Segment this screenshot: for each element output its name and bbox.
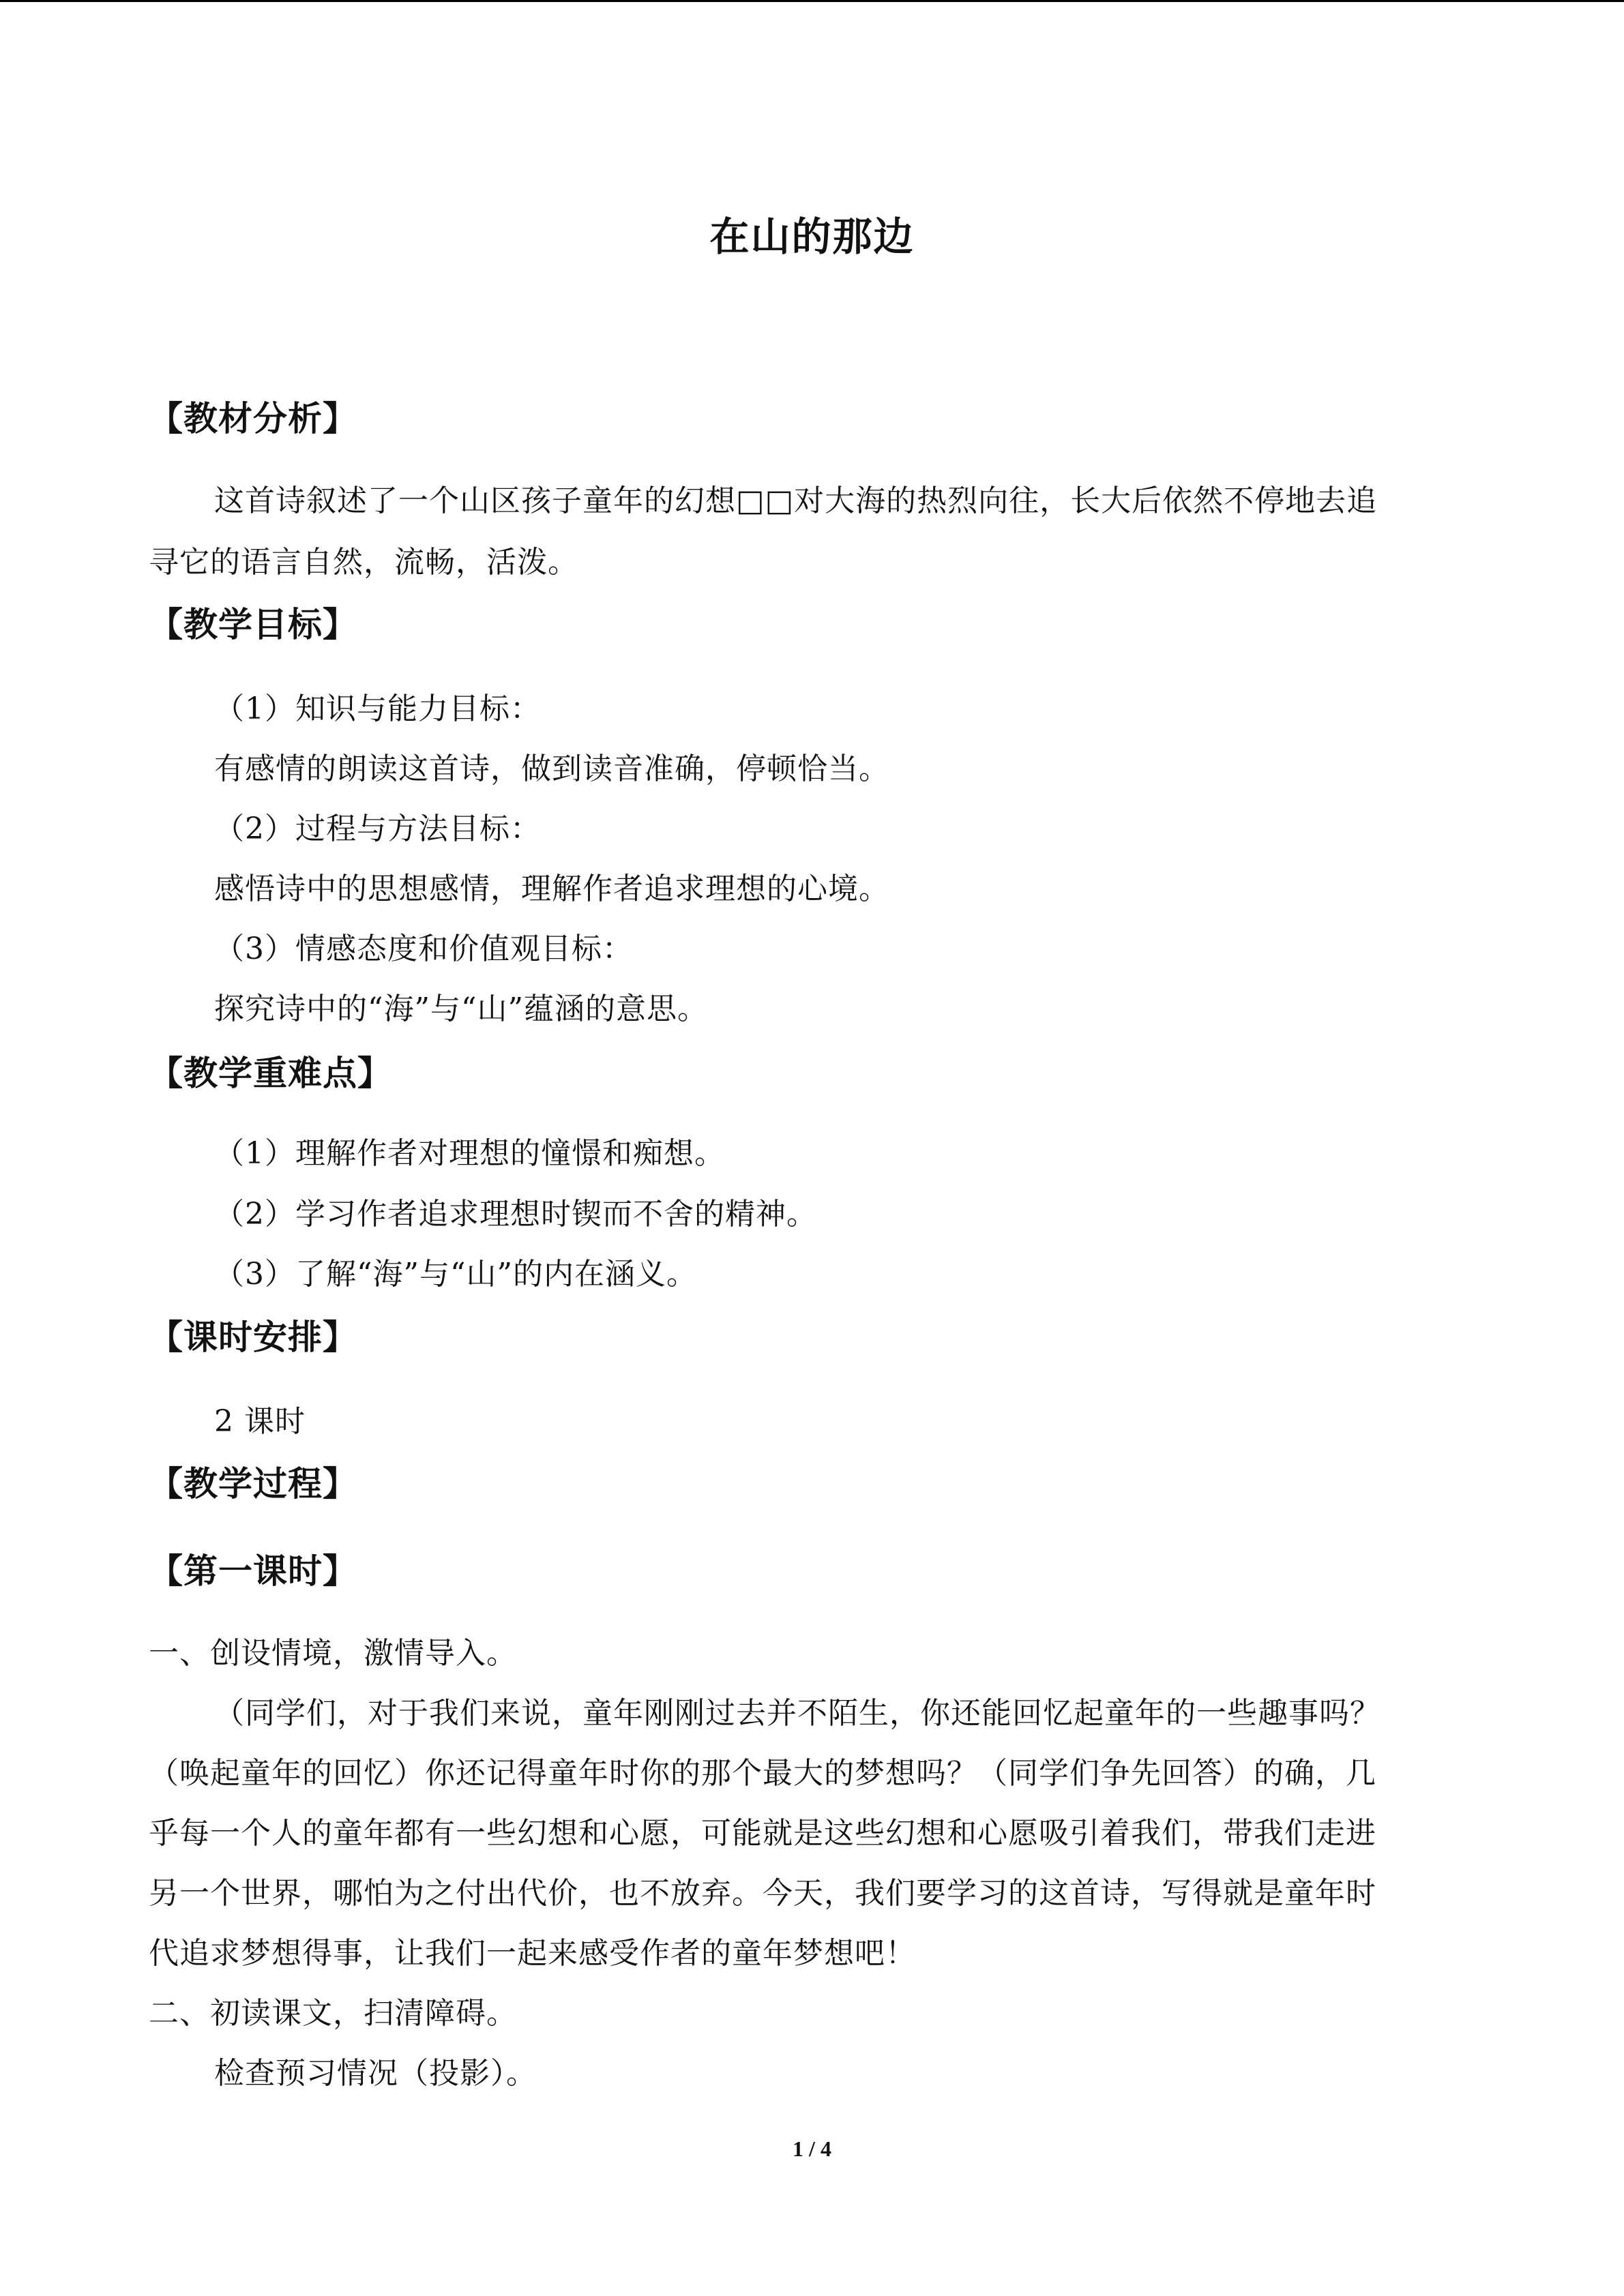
document-title: 在山的那边 xyxy=(709,213,915,260)
goal-item-label: （1）知识与能力目标： xyxy=(214,691,541,726)
paragraph-line: 检查预习情况（投影）。 xyxy=(214,2056,537,2091)
keypoint-item: （1）理解作者对理想的憧憬和痴想。 xyxy=(214,1136,725,1171)
heading-first-lesson: 【第一课时】 xyxy=(149,1551,357,1591)
page-number: 1 / 4 xyxy=(793,2136,831,2161)
heading-class-schedule: 【课时安排】 xyxy=(149,1317,357,1357)
paragraph-line: （同学们，对于我们来说，童年刚刚过去并不陌生，你还能回忆起童年的一些趣事吗？ xyxy=(214,1696,1381,1731)
heading-teaching-goals: 【教学目标】 xyxy=(149,604,357,644)
heading-teaching-process: 【教学过程】 xyxy=(149,1463,357,1504)
step-heading: 一、创设情境，激情导入。 xyxy=(149,1636,517,1671)
goal-item-text: 探究诗中的“海”与“山”蕴涵的意思。 xyxy=(214,992,708,1026)
paragraph-line: 代追求梦想得事，让我们一起来感受作者的童年梦想吧！ xyxy=(149,1936,916,1971)
top-border-line xyxy=(0,0,1624,2)
goal-item-text: 有感情的朗读这首诗，做到读音准确，停顿恰当。 xyxy=(214,751,889,786)
schedule-text: 2 课时 xyxy=(214,1404,306,1439)
paragraph-line: 另一个世界，哪怕为之付出代价，也不放弃。今天，我们要学习的这首诗，写得就是童年时 xyxy=(149,1876,1376,1911)
keypoint-item: （3）了解“海”与“山”的内在涵义。 xyxy=(214,1257,697,1292)
heading-key-difficulties: 【教学重难点】 xyxy=(149,1053,392,1093)
step-heading: 二、初读课文，扫清障碍。 xyxy=(149,1996,517,2031)
paragraph-line: 这首诗叙述了一个山区孩子童年的幻想□□对大海的热烈向往，长大后依然不停地去追 xyxy=(214,483,1378,518)
paragraph-line: 乎每一个人的童年都有一些幻想和心愿，可能就是这些幻想和心愿吸引着我们，带我们走进 xyxy=(149,1816,1376,1851)
goal-item-label: （3）情感态度和价值观目标： xyxy=(214,931,633,966)
paragraph-line: 寻它的语言自然，流畅，活泼。 xyxy=(149,545,578,580)
paragraph-line: （唤起童年的回忆）你还记得童年时你的那个最大的梦想吗？（同学们争先回答）的确，几 xyxy=(149,1756,1376,1791)
goal-item-label: （2）过程与方法目标： xyxy=(214,811,541,846)
heading-textbook-analysis: 【教材分析】 xyxy=(149,398,357,438)
goal-item-text: 感悟诗中的思想感情，理解作者追求理想的心境。 xyxy=(214,871,889,906)
keypoint-item: （2）学习作者追求理想时锲而不舍的精神。 xyxy=(214,1197,817,1232)
